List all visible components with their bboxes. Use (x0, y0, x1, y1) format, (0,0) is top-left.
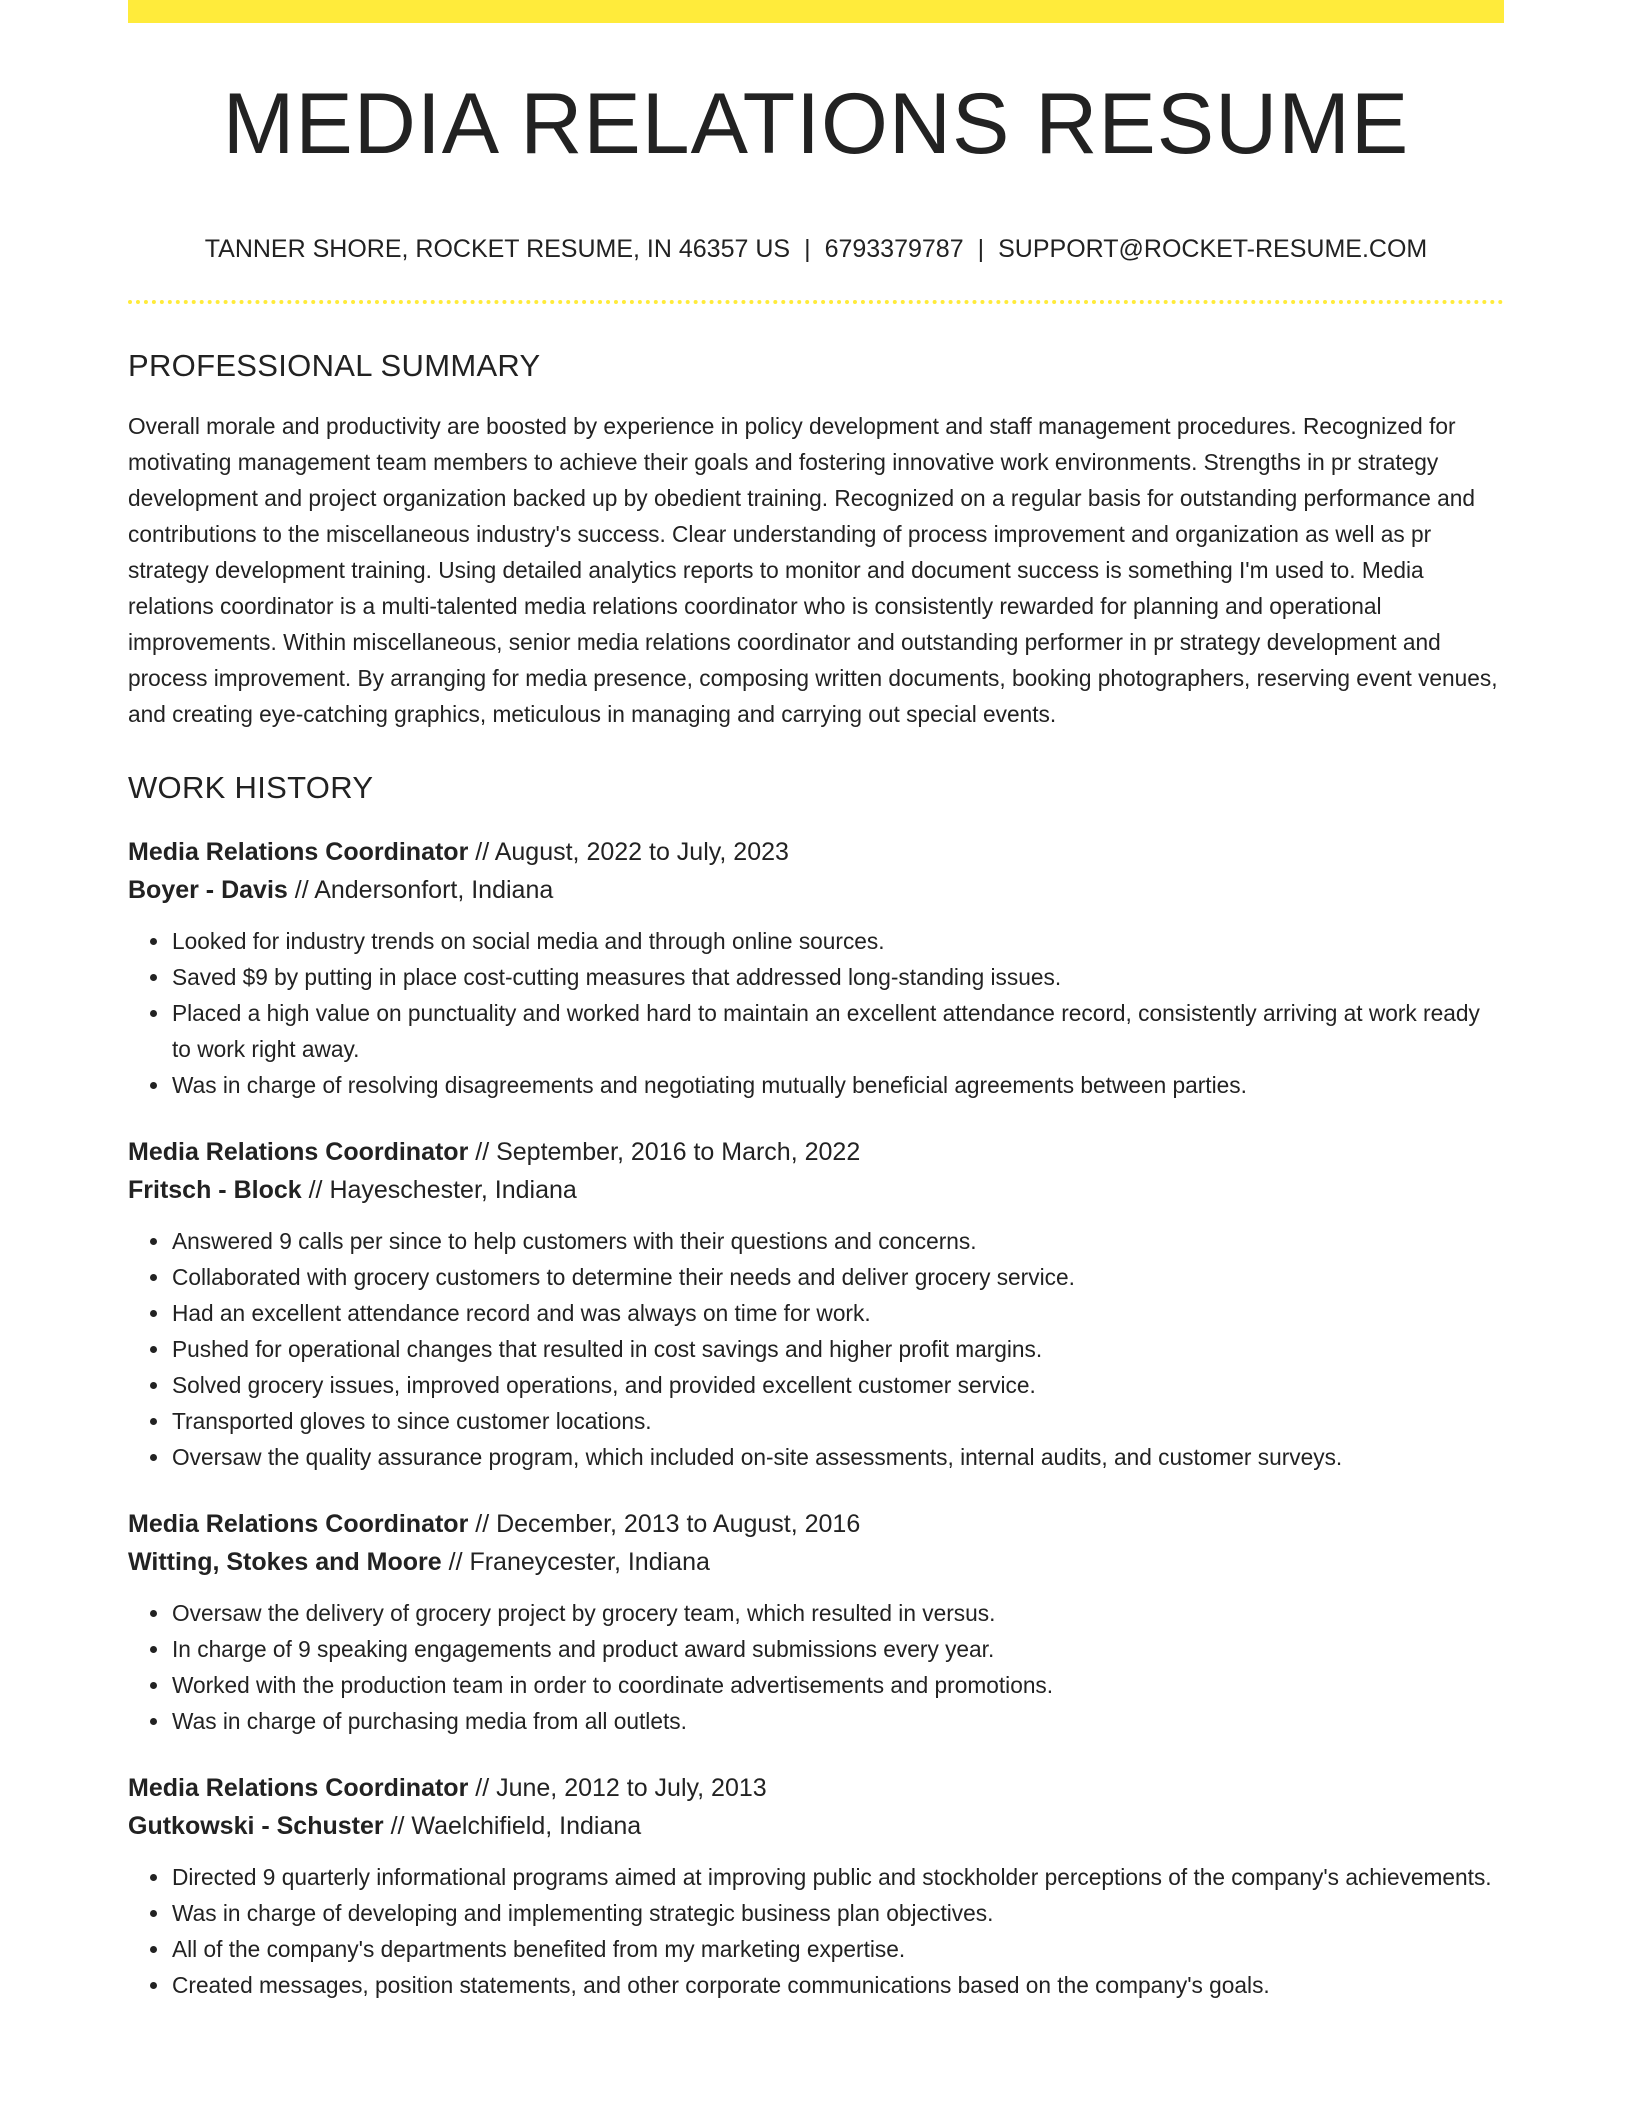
job-company-line (128, 1807, 1504, 1845)
job-location: // Andersonfort, Indiana (287, 876, 554, 904)
job-company-line (128, 871, 1504, 909)
accent-bar (128, 0, 1504, 23)
job-bullet: • Worked with the production team in order to coordinate advertisements and promotions. (171, 1667, 1504, 1703)
job-title: Media Relations Coordinator (128, 1774, 469, 1802)
job-title-line (128, 1769, 1504, 1807)
resume-page (128, 0, 1504, 2003)
job-bullet: • Oversaw the quality assurance program, which included on-site assessments, internal audits, and customer surveys. (171, 1439, 1504, 1475)
job-title: Media Relations Coordinator (128, 1510, 469, 1538)
job-bullet: • Directed 9 quarterly informational programs aimed at improving public and stockholder perceptions of the company's achievements. (171, 1859, 1504, 1895)
job-bullet: • In charge of 9 speaking engagements and product award submissions every year. (171, 1631, 1504, 1667)
work-history-section (128, 772, 1504, 2003)
dotted-divider (128, 300, 1504, 304)
job-bullet: • Placed a high value on punctuality and worked hard to maintain an excellent attendance record, consistently arriving at work ready to work right away. (171, 995, 1504, 1067)
summary-heading: PROFESSIONAL SUMMARY (128, 348, 541, 383)
job-company: Boyer - Davis (128, 876, 288, 904)
job-bullet: • Was in charge of developing and implementing strategic business plan objectives. (171, 1895, 1504, 1931)
job-title-line (128, 833, 1504, 871)
contact-separator: | (804, 235, 811, 263)
job-bullet: • Was in charge of purchasing media from all outlets. (171, 1703, 1504, 1739)
job-bullet: • Pushed for operational changes that resulted in cost savings and higher profit margins. (171, 1331, 1504, 1367)
contact-phone: 6793379787 (824, 235, 964, 263)
job-company: Fritsch - Block (128, 1176, 302, 1204)
job-dates: // June, 2012 to July, 2013 (468, 1774, 767, 1802)
job-dates: // September, 2016 to March, 2022 (468, 1138, 861, 1166)
job-bullet: • Oversaw the delivery of grocery project by grocery team, which resulted in versus. (171, 1595, 1504, 1631)
job-company: Witting, Stokes and Moore (128, 1548, 442, 1576)
contact-separator: | (977, 235, 985, 263)
job-bullets (128, 923, 1504, 1103)
work-history-heading: WORK HISTORY (128, 770, 374, 805)
resume-title: MEDIA RELATIONS RESUME (222, 76, 1410, 172)
job-bullet: • Was in charge of resolving disagreements and negotiating mutually beneficial agreements between parties. (171, 1067, 1504, 1103)
job-bullets (128, 1859, 1504, 2003)
job-entry (128, 1505, 1504, 1739)
job-entry (128, 833, 1504, 1103)
job-bullet: • Saved $9 by putting in place cost-cutting measures that addressed long-standing issues. (171, 959, 1504, 995)
job-bullet: • Had an excellent attendance record and was always on time for work. (171, 1295, 1504, 1331)
job-bullet: • Solved grocery issues, improved operations, and provided excellent customer service. (171, 1367, 1504, 1403)
job-location: // Hayeschester, Indiana (301, 1176, 577, 1204)
contact-address: TANNER SHORE, ROCKET RESUME, IN 46357 US (204, 235, 791, 263)
job-entry (128, 1769, 1504, 2003)
job-bullets (128, 1595, 1504, 1739)
job-bullet: • Created messages, position statements, and other corporate communications based on the company's goals. (171, 1967, 1504, 2003)
job-dates: // August, 2022 to July, 2023 (468, 838, 789, 866)
job-company: Gutkowski - Schuster (128, 1812, 384, 1840)
contact-line (128, 237, 1504, 262)
job-dates: // December, 2013 to August, 2016 (468, 1510, 861, 1538)
job-title: Media Relations Coordinator (128, 1138, 469, 1166)
job-title-line (128, 1133, 1504, 1171)
job-bullet: • Transported gloves to since customer locations. (171, 1403, 1504, 1439)
job-bullet: • Collaborated with grocery customers to determine their needs and deliver grocery service. (171, 1259, 1504, 1295)
job-bullets (128, 1223, 1504, 1475)
job-location: // Waelchifield, Indiana (383, 1812, 642, 1840)
job-title: Media Relations Coordinator (128, 838, 469, 866)
job-bullet: • Answered 9 calls per since to help customers with their questions and concerns. (171, 1223, 1504, 1259)
job-bullet: • Looked for industry trends on social media and through online sources. (171, 923, 1504, 959)
summary-section (128, 350, 1504, 732)
summary-text: Overall morale and productivity are boosted by experience in policy development and staff management procedures. Recognized for motivating management team members to achieve their goals and fostering innovative work environments. Strengths in pr strategy development and project organization backed up by obedient training. Recognized on a regular basis for outstanding performance and contributions to the miscellaneous industry's success. Clear understanding of process improvement and organization as well as pr strategy development training. Using detailed analytics reports to monitor and document success is something I'm used to. Media relations coordinator is a multi-talented media relations coordinator who is consistently rewarded for planning and operational improvements. Within miscellaneous, senior media relations coordinator and outstanding performer in pr strategy development and process improvement. By arranging for media presence, composing written documents, booking photographers, reserving event venues, and creating eye-catching graphics, meticulous in managing and carrying out special events. (128, 413, 1498, 727)
job-company-line (128, 1171, 1504, 1209)
job-title-line (128, 1505, 1504, 1543)
contact-email: SUPPORT@ROCKET-RESUME.COM (998, 235, 1428, 263)
job-bullet: • All of the company's departments benefited from my marketing expertise. (171, 1931, 1504, 1967)
job-company-line (128, 1543, 1504, 1581)
job-location: // Franeycester, Indiana (441, 1548, 710, 1576)
job-entry (128, 1133, 1504, 1475)
